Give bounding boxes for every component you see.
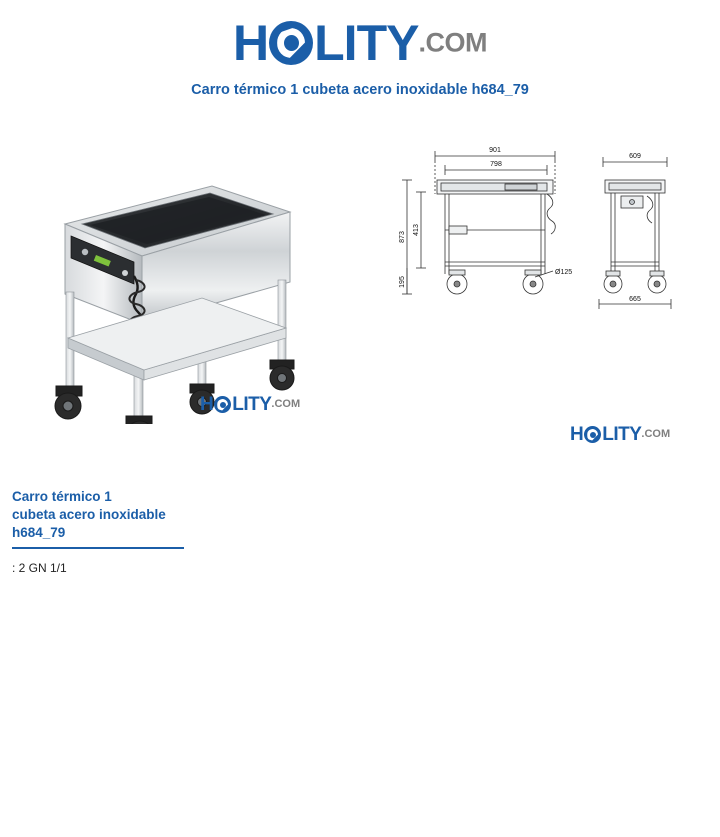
technical-drawing-svg (375, 134, 695, 364)
product-name (12, 488, 202, 543)
product-photo (30, 124, 360, 424)
dim-798: 798 (490, 161, 502, 168)
product-name-line1: Carro térmico 1 (12, 489, 112, 504)
dim-901: 901 (489, 147, 501, 154)
product-description (12, 488, 412, 575)
drawing-watermark-logo (570, 425, 670, 444)
dim-873: 873 (399, 231, 406, 243)
title-divider (12, 547, 184, 549)
watermark2-letter-h: H (570, 424, 584, 445)
watermark-letter-h: H (200, 394, 214, 415)
technical-drawing (375, 134, 695, 364)
dim-665: 665 (629, 296, 641, 303)
logo-dotcom: .COM (418, 27, 487, 58)
logo-text-lity: LITY (314, 15, 419, 71)
watermark2-dotcom: .COM (641, 428, 671, 440)
dim-195: 195 (399, 276, 406, 288)
logo-letter-h: H (233, 15, 269, 71)
dim-413: 413 (413, 224, 420, 236)
watermark2-text-lity: LITY (602, 424, 642, 445)
watermark-dotcom: .COM (271, 398, 301, 410)
product-name-line3: h684_79 (12, 525, 66, 541)
logo-o-icon (269, 21, 313, 65)
watermark-text-lity: LITY (232, 394, 272, 415)
dim-caster: Ø125 (555, 269, 573, 276)
product-spec: : 2 GN 1/1 (12, 560, 67, 575)
photo-watermark-logo (200, 395, 300, 414)
dim-609: 609 (629, 153, 641, 160)
watermark-o-icon (214, 396, 231, 413)
site-logo (0, 0, 720, 71)
product-image-band (0, 124, 720, 444)
product-photo-svg (30, 124, 360, 424)
page-title: Carro térmico 1 cubeta acero inoxidable h684_79 (191, 82, 529, 98)
product-name-line2: cubeta acero inoxidable (12, 507, 166, 523)
watermark2-o-icon (584, 426, 601, 443)
